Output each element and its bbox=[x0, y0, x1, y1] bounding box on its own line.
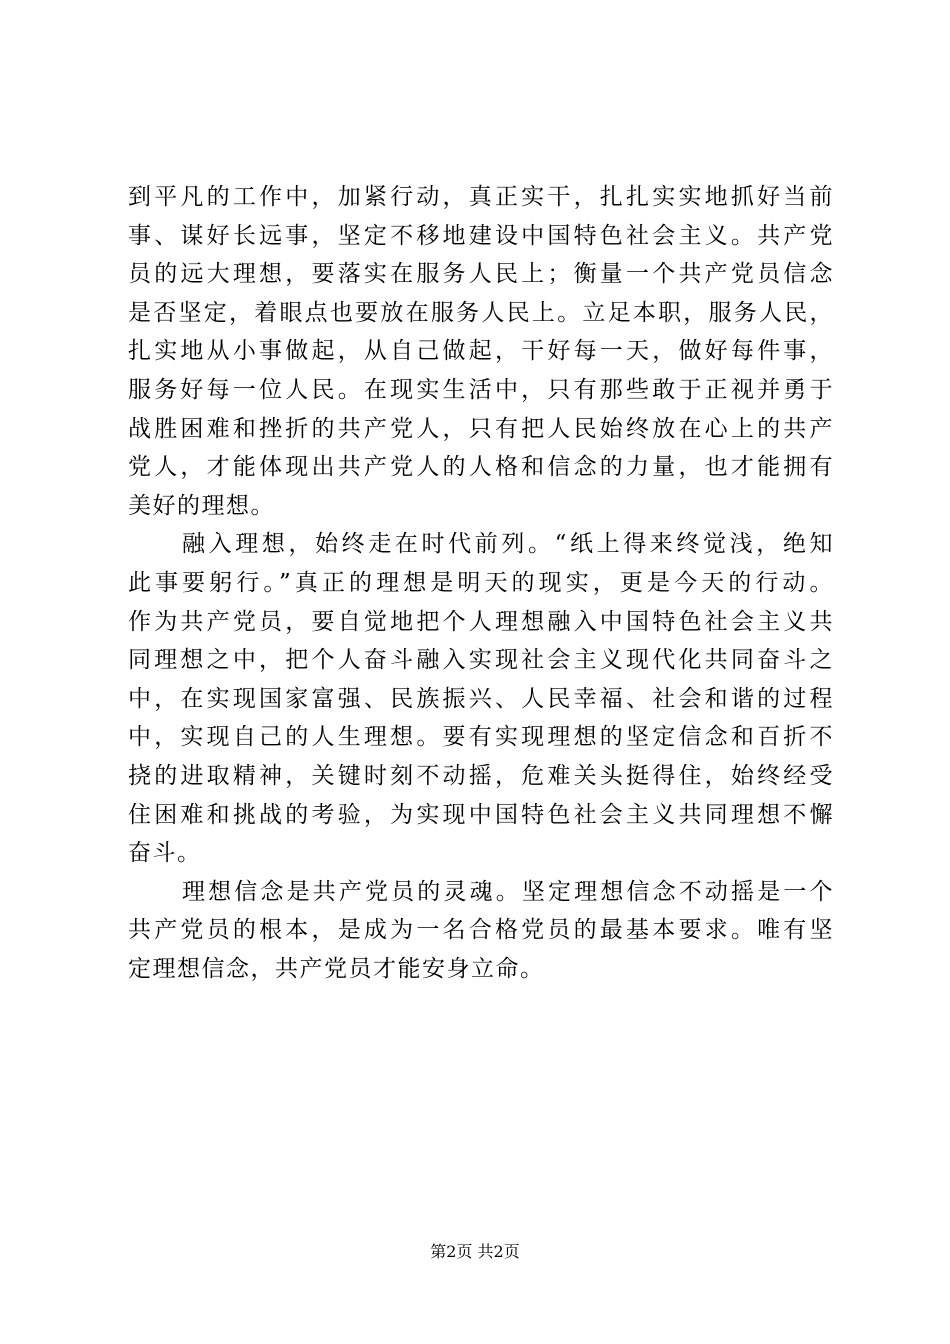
text-line: 美好的理想。 bbox=[128, 492, 275, 519]
page-number-footer: 第2页 共2页 bbox=[430, 1242, 520, 1261]
text-line: 融入理想，始终走在时代前列。“纸上得来终觉浅，绝知 bbox=[182, 531, 834, 558]
text-line: 战胜困难和挫折的共产党人，只有把人民始终放在心上的共产 bbox=[128, 415, 834, 442]
text-line: 此事要躬行。”真正的理想是明天的现实，更是今天的行动。 bbox=[128, 569, 834, 596]
text-line: 扎实地从小事做起，从自己做起，干好每一天，做好每件事， bbox=[128, 338, 834, 365]
text-line: 中，实现自己的人生理想。要有实现理想的坚定信念和百折不 bbox=[128, 724, 834, 751]
text-line: 中，在实现国家富强、民族振兴、人民幸福、社会和谐的过程 bbox=[128, 685, 834, 712]
text-line: 作为共产党员，要自觉地把个人理想融入中国特色社会主义共 bbox=[128, 608, 834, 635]
text-line: 到平凡的工作中，加紧行动，真正实干，扎扎实实地抓好当前 bbox=[128, 184, 834, 210]
text-line: 员的远大理想，要落实在服务人民上；衡量一个共产党员信念 bbox=[128, 261, 834, 288]
text-line: 理想信念是共产党员的灵魂。坚定理想信念不动摇是一个 bbox=[182, 878, 834, 905]
text-line: 服务好每一位人民。在现实生活中，只有那些敢于正视并勇于 bbox=[128, 376, 834, 403]
text-line: 党人，才能体现出共产党人的人格和信念的力量，也才能拥有 bbox=[128, 454, 834, 481]
text-line: 同理想之中，把个人奋斗融入实现社会主义现代化共同奋斗之 bbox=[128, 647, 834, 674]
text-line: 共产党员的根本，是成为一名合格党员的最基本要求。唯有坚 bbox=[128, 917, 834, 944]
text-line: 是否坚定，着眼点也要放在服务人民上。立足本职，服务人民， bbox=[128, 299, 834, 326]
text-line: 挠的进取精神，关键时刻不动摇，危难关头挺得住，始终经受 bbox=[128, 762, 834, 789]
text-line: 住困难和挑战的考验，为实现中国特色社会主义共同理想不懈 bbox=[128, 801, 834, 828]
text-line: 奋斗。 bbox=[128, 840, 202, 867]
text-line: 定理想信念，共产党员才能安身立命。 bbox=[128, 955, 545, 982]
body-text bbox=[128, 178, 834, 988]
text-line: 事、谋好长远事，坚定不移地建设中国特色社会主义。共产党 bbox=[128, 222, 834, 249]
